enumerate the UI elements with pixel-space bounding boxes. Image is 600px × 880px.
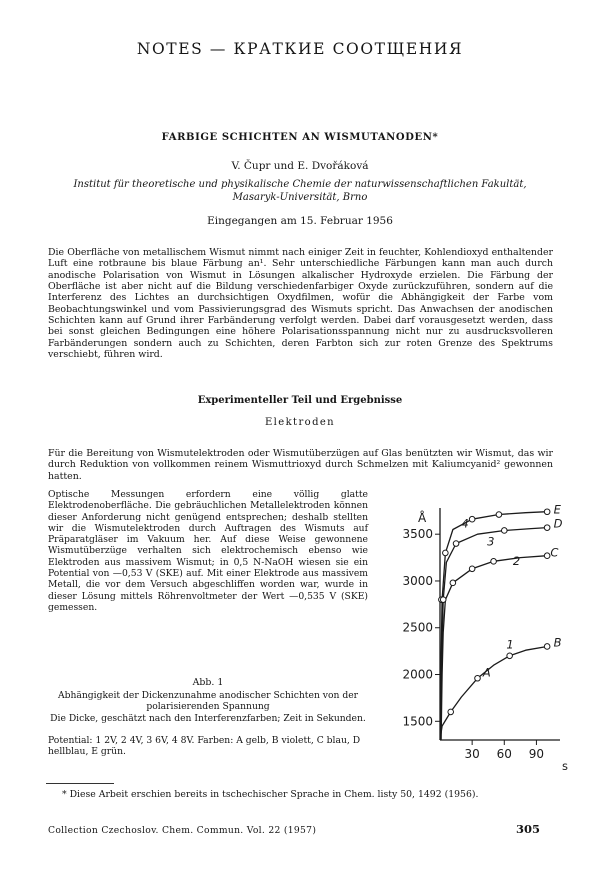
data-marker (544, 509, 550, 515)
received-date: Eingegangen am 15. Februar 1956 (207, 215, 393, 227)
color-level-label: D (553, 516, 563, 531)
data-marker (544, 553, 550, 559)
curve-1 (440, 647, 547, 741)
curve-number-label: 4 (461, 516, 469, 531)
footnote-rule (46, 783, 114, 784)
color-level-label: A (482, 665, 491, 680)
subsection-heading: Elektroden (264, 417, 336, 428)
data-marker (453, 541, 459, 547)
y-tick-label: 1500 (402, 714, 433, 729)
y-tick-label: 3000 (402, 573, 433, 588)
thickness-chart (398, 500, 573, 790)
figure-caption-note: Die Dicke, geschätzt nach den Interferenzfarben; Zeit in Sekunden. (50, 712, 366, 724)
data-marker (507, 653, 513, 659)
footnote: * Diese Arbeit erschien bereits in tschechischer Sprache in Chem. listy 50, 1492 (1956). (62, 789, 479, 800)
curve-number-label: 1 (506, 637, 514, 652)
body-paragraph-1: Für die Bereitung von Wismutelektroden oder Wismutüberzügen auf Glas benützten wir Wismut, das wir durch Reduktion von vollkommen reinem Wismuttrioxyd durch Schmelzen mit Kaliumcyanid² gewonnen hatten. (48, 448, 553, 482)
data-marker (491, 559, 497, 565)
data-marker (440, 597, 446, 603)
y-tick-label: 2000 (402, 667, 433, 682)
footer-journal: Collection Czechoslov. Chem. Commun. Vol. 22 (1957) (48, 825, 317, 836)
data-marker (469, 516, 475, 522)
data-marker (443, 550, 449, 556)
authors: V. Čupr und E. Dvořáková (231, 160, 369, 172)
article-title: FARBIGE SCHICHTEN AN WISMUTANODEN* (161, 132, 439, 143)
color-level-label: E (553, 502, 561, 517)
data-marker (448, 709, 454, 715)
y-ticks (402, 527, 440, 728)
x-tick-label: 90 (528, 747, 545, 761)
curve-number-label: 2 (512, 554, 521, 569)
color-level-label: B (553, 635, 562, 650)
data-marker (501, 528, 507, 534)
abstract-paragraph: Die Oberfläche von metallischem Wismut nimmt nach einiger Zeit in feuchter, Kohlendioxyd enthaltender Luft eine rotbraune bis blaue Färbung an¹. Sehr unterschiedliche Färbungen kann man auch durch anodische Polarisation von Wismut in Lösungen alkalischer Hydroxyde erzielen. Die Färbung der Oberfläche ist aber nicht auf die Bildung verschiedenfarbiger Oxyde zurückzuführen, sondern auf die Interferenz des Lichtes an durchsichtigen Oxydfilmen, wofür die Abhängigkeit der Farbe vom Beobachtungswinkel und vom Passivierungsgrad des Wismuts spricht. Das Anwachsen der anodischen Schichten kann auf Grund ihrer Farbänderung verfolgt werden. Dabei darf vorausgesetzt werden, dass bei sonst gleichen Bedingungen eine höhere Polarisationsspannung nicht nur zu ausdrucksvolleren Farbänderungen sondern auch zu Schichten, deren Farbton sich zur roten Grenze des Spektrums verschiebt, führen wird. (48, 247, 553, 361)
data-marker (469, 566, 475, 572)
x-axis-label: s (562, 759, 568, 773)
section-heading: Experimenteller Teil und Ergebnisse (197, 395, 403, 406)
y-axis-label: Å (418, 511, 427, 525)
data-marker (544, 525, 550, 531)
x-tick-label: 60 (496, 747, 512, 761)
data-marker (475, 675, 481, 681)
data-marker (450, 580, 456, 586)
figure-number: Abb. 1 (192, 677, 224, 688)
x-tick-label: 30 (464, 747, 480, 761)
page-number: 305 (516, 822, 541, 836)
figure-potential-legend: Potential: 1 2V, 2 4V, 3 6V, 4 8V. Farben: A gelb, B violett, C blau, D hellblau, E grün. (48, 735, 361, 758)
curve-2 (441, 556, 547, 740)
data-marker (544, 644, 550, 650)
y-tick-label: 3500 (402, 527, 433, 542)
affiliation: Institut für theoretische und physikalische Chemie der naturwissenschaftlichen Fakultät, Masaryk-Universität, Brno (73, 179, 527, 203)
curve-number-label: 3 (487, 534, 495, 549)
x-ticks (465, 740, 545, 761)
body-paragraph-2: Optische Messungen erfordern eine völlig glatte Elektrodenoberfläche. Die gebräuchlichen Metallelektroden können dieser Anforderung nicht genügend entsprechen; deshalb stellten wir die Wismutelektroden durch Auftragen des Wismuts auf Präparatgläser im Vakuum her. Auf diese Weise gewonnene Wismutüberzüge verhalten sich elektrochemisch ebenso wie Elektroden aus massivem Wismut; in 0,5 N-NaOH wiesen sie ein Potential von —0,53 V (SKE) auf. Mit einer Elektrode aus massivem Metall, die vor dem Versuch abgeschliffen worden war, wurde in dieser Lösung mittels Röhrenvoltmeter der Wert —0,535 V (SKE) gemessen. (48, 489, 368, 613)
y-tick-label: 2500 (402, 620, 433, 635)
color-level-label: C (550, 545, 559, 560)
data-marker (496, 512, 502, 518)
journal-section-header: NOTES — КРАТКИЕ СООТЩЕНИЯ (136, 40, 464, 58)
figure-caption-title: Abhängigkeit der Dickenzunahme anodischer Schichten von der polarisierenden Spannung (57, 690, 359, 713)
figure-caption (48, 690, 368, 724)
